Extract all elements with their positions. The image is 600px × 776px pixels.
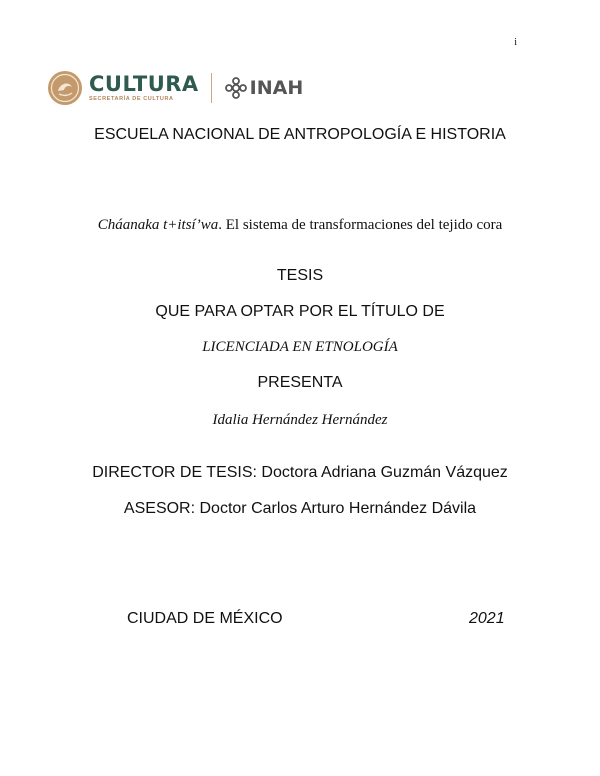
logo-divider bbox=[211, 73, 212, 103]
city: CIUDAD DE MÉXICO bbox=[127, 610, 283, 627]
thesis-title bbox=[0, 217, 600, 234]
year: 2021 bbox=[469, 610, 505, 627]
cultura-wordmark: CULTURA bbox=[89, 72, 199, 96]
inah-emblem-icon bbox=[224, 76, 248, 100]
degree-intro: QUE PARA OPTAR POR EL TÍTULO DE bbox=[155, 303, 445, 320]
inah-wordmark: INAH bbox=[249, 77, 304, 99]
degree-title: LICENCIADA EN ETNOLOGÍA bbox=[202, 339, 398, 355]
thesis-title-native: Cháanaka t+itsí’wa bbox=[97, 217, 219, 233]
thesis-director: DIRECTOR DE TESIS: Doctora Adriana Guzmán Vázquez bbox=[92, 464, 508, 481]
author-name: Idalia Hernández Hernández bbox=[212, 412, 388, 428]
tesis-label: TESIS bbox=[276, 267, 324, 284]
thesis-title-spanish: . El sistema de transformaciones del tejido cora bbox=[218, 217, 503, 233]
header-logos bbox=[47, 70, 303, 106]
school-name: ESCUELA NACIONAL DE ANTROPOLOGÍA E HISTORIA bbox=[94, 126, 506, 143]
cultura-logo bbox=[89, 73, 199, 103]
page-number: i bbox=[514, 37, 517, 48]
mexico-seal-icon bbox=[47, 70, 83, 106]
cultura-subtitle: SECRETARÍA DE CULTURA bbox=[89, 96, 174, 102]
presenta-label: PRESENTA bbox=[257, 374, 343, 391]
thesis-advisor: ASESOR: Doctor Carlos Arturo Hernández Dávila bbox=[123, 500, 477, 517]
